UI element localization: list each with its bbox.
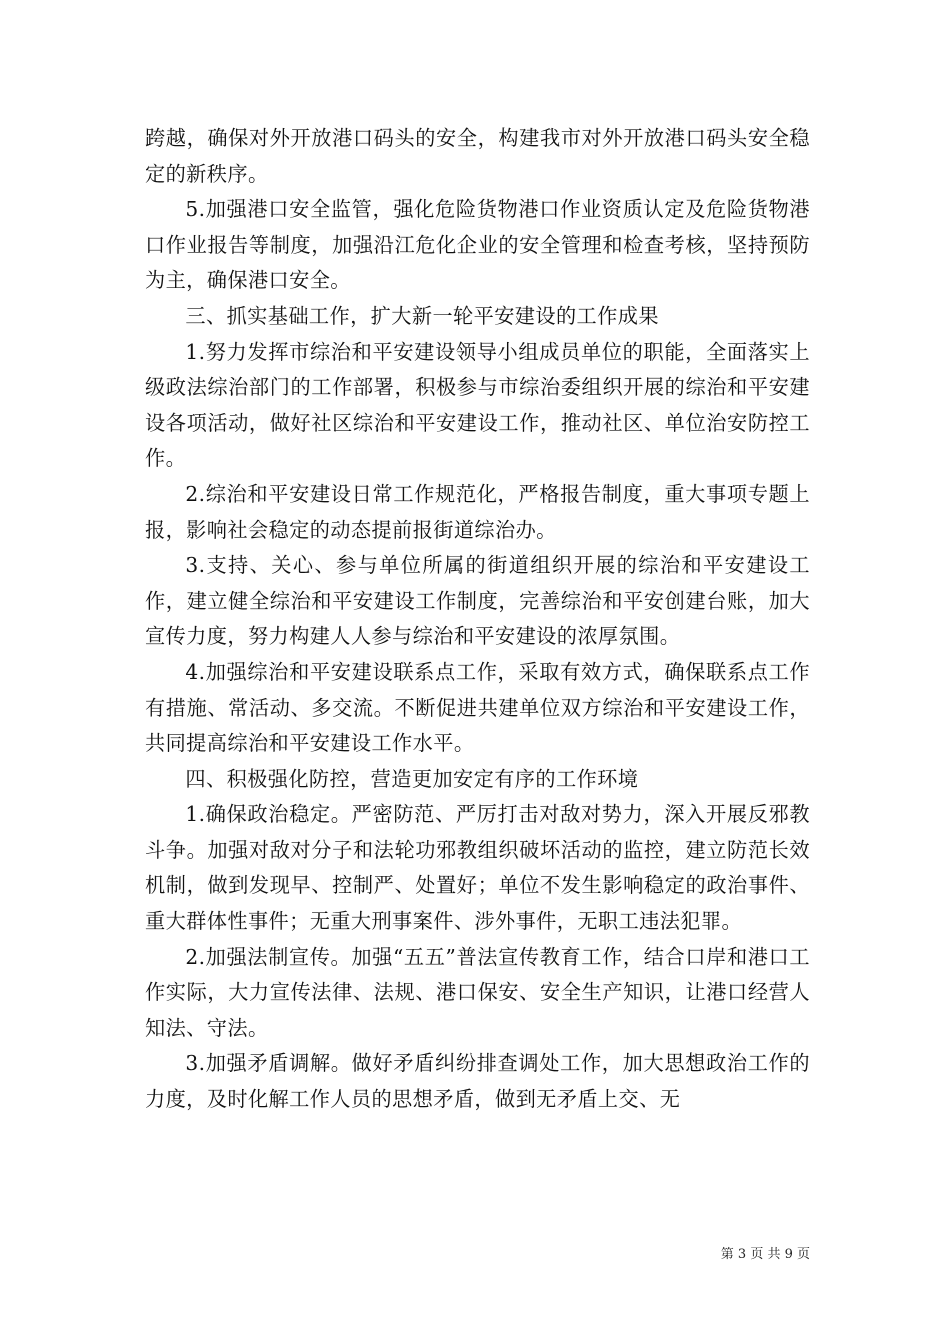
- page-number-footer: 第 3 页 共 9 页: [720, 1247, 810, 1262]
- paragraph-4: 1.努力发挥市综治和平安建设领导小组成员单位的职能，全面落实上级政法综治部门的工作部署，积极参与市综治委组织开展的综治和平安建设各项活动，做好社区综治和平安建设工作，推动社区、单位治安防控工作。: [145, 339, 810, 471]
- section-heading-4: 四、积极强化防控，营造更加安定有序的工作环境: [185, 766, 639, 791]
- paragraph-10: 2.加强法制宣传。加强“五五”普法宣传教育工作，结合口岸和港口工作实际，大力宣传法律、法规、港口保安、安全生产知识，让港口经营人知法、守法。: [145, 944, 810, 1040]
- section-heading-3: 三、抓实基础工作，扩大新一轮平安建设的工作成果: [185, 303, 659, 328]
- document-body: [145, 121, 810, 1118]
- paragraph-6: 3.支持、关心、参与单位所属的街道组织开展的综治和平安建设工作，建立健全综治和平安建设工作制度，完善综治和平安创建台账，加大宣传力度，努力构建人人参与综治和平安建设的浓厚氛围。: [145, 553, 810, 649]
- paragraph-2: 5.加强港口安全监管，强化危险货物港口作业资质认定及危险货物港口作业报告等制度，加强沿江危化企业的安全管理和检查考核，坚持预防为主，确保港口安全。: [145, 197, 810, 293]
- paragraph-7: 4.加强综治和平安建设联系点工作，采取有效方式，确保联系点工作有措施、常活动、多交流。不断促进共建单位双方综治和平安建设工作，共同提高综治和平安建设工作水平。: [145, 659, 810, 756]
- paragraph-11: 3.加强矛盾调解。做好矛盾纠纷排查调处工作，加大思想政治工作的力度，及时化解工作人员的思想矛盾，做到无矛盾上交、无: [145, 1051, 810, 1112]
- paragraph-9: 1.确保政治稳定。严密防范、严厉打击对敌对势力，深入开展反邪教斗争。加强对敌对分子和法轮功邪教组织破坏活动的监控，建立防范长效机制，做到发现早、控制严、处置好；单位不发生影响稳定的政治事件、重大群体性事件；无重大刑事案件、涉外事件，无职工违法犯罪。: [145, 802, 810, 934]
- paragraph-1: 跨越，确保对外开放港口码头的安全，构建我市对外开放港口码头安全稳定的新秩序。: [145, 126, 810, 186]
- paragraph-5: 2.综治和平安建设日常工作规范化，严格报告制度，重大事项专题上报，影响社会稳定的动态提前报街道综治办。: [145, 481, 810, 542]
